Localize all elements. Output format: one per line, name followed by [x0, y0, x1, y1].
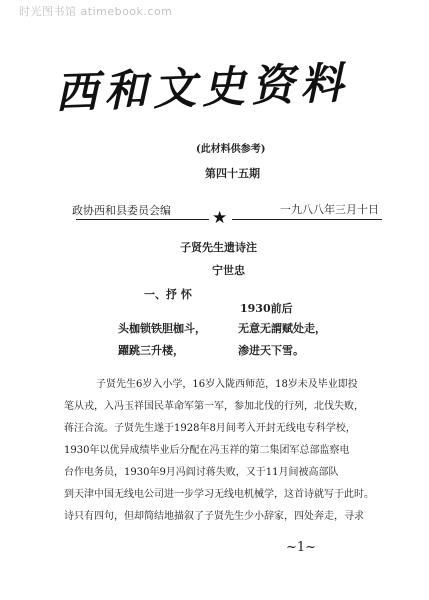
publication-date: 一九八八年三月十日 [280, 203, 379, 216]
issue-number: 第四十五期 [205, 167, 260, 180]
body-line: 到天津中国无线电公司进一步学习无线电机械学，这首诗就写于此时。 [64, 489, 374, 500]
body-line: 1930年以优异成绩毕业后分配在冯玉祥的第二集团军总部监察电 [64, 445, 350, 456]
poem-line: 躍跳三升楼， [118, 344, 184, 357]
masthead-title: 西和文史资料 [54, 58, 350, 119]
watermark-text: 时光图书馆 atimebook.com [19, 5, 173, 18]
article-author: 宁世忠 [212, 264, 245, 277]
section-heading: 一、抒 怀 [144, 288, 192, 301]
poem-line: 头枷锁铁胆枷斗， [118, 322, 206, 335]
poem-line: 渗进天下雪。 [238, 344, 304, 357]
body-line: 诗只有四句，但却简结地描叙了子贤先生少小辞家，四处奔走，寻求 [64, 511, 364, 522]
page-number: ~1~ [286, 540, 317, 555]
article-title: 子贤先生遗诗注 [180, 241, 257, 254]
body-line: 子贤先生6岁入小学，16岁入陇西师范，18岁未及毕业即投 [96, 379, 358, 390]
publisher-line: 政协西和县委员会编 [72, 204, 171, 217]
poem-year: 1930前后 [240, 302, 293, 315]
poem-line: 无意无謂赋处走， [238, 322, 326, 335]
article-body [64, 374, 374, 528]
body-line: 台作电务员，1930年9月冯阎讨蒋失败，又于11月间被高部队 [64, 467, 339, 478]
star-icon: ★ [212, 208, 228, 228]
body-line: 笔从戎，入冯玉祥国民革命军第一军，参加北伐的行列，北伐失败， [64, 401, 364, 412]
body-line: 蒋汪合流。子贤先生遂于1928年8月间考入开封无线电专科学校， [64, 423, 356, 434]
header-rule-right [232, 219, 382, 220]
reference-note: (此材料供参考) [196, 144, 266, 155]
header-rule-left [76, 219, 209, 220]
